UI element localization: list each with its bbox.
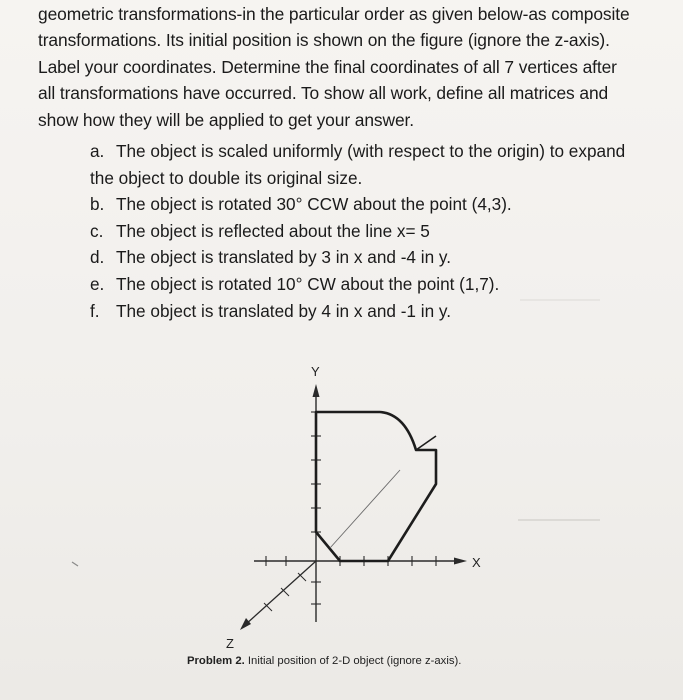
z-axis-label: Z <box>226 636 234 651</box>
paragraph-line: all transformations have occurred. To show all work, define all matrices and <box>38 83 609 104</box>
item-label: b. <box>90 194 105 215</box>
paragraph-line: transformations. Its initial position is shown on the figure (ignore the z-axis). <box>38 30 610 51</box>
item-text: The object is scaled uniformly (with respect to the origin) to expand <box>116 141 626 161</box>
item-label: d. <box>90 247 105 268</box>
caption-title: Problem 2. <box>187 655 245 667</box>
item-text: The object is translated by 4 in x and -1 in y. <box>116 300 452 321</box>
item-text: The object is reflected about the line x= 5 <box>116 220 430 241</box>
paragraph-line: show how they will be applied to get your answer. <box>38 109 414 130</box>
item-label: f. <box>90 300 100 321</box>
x-axis-label: X <box>472 555 481 570</box>
caption-text: Initial position of 2-D object (ignore z-axis). <box>244 655 462 667</box>
item-label: c. <box>90 220 104 241</box>
item-text: The object is rotated 30° CCW about the point (4,3). <box>116 194 512 215</box>
item-label: a. <box>90 141 105 161</box>
paragraph-line: geometric transformations-in the particular order as given below-as composite <box>38 4 630 24</box>
figure-caption <box>187 655 461 667</box>
y-axis-label: Y <box>311 364 320 379</box>
paragraph-line: Label your coordinates. Determine the final coordinates of all 7 vertices after <box>38 56 617 77</box>
item-text-continued: the object to double its original size. <box>90 167 363 188</box>
item-text: The object is rotated 10° CW about the point (1,7). <box>116 273 500 294</box>
item-text: The object is translated by 3 in x and -4 in y. <box>116 247 452 268</box>
item-label: e. <box>90 273 105 294</box>
